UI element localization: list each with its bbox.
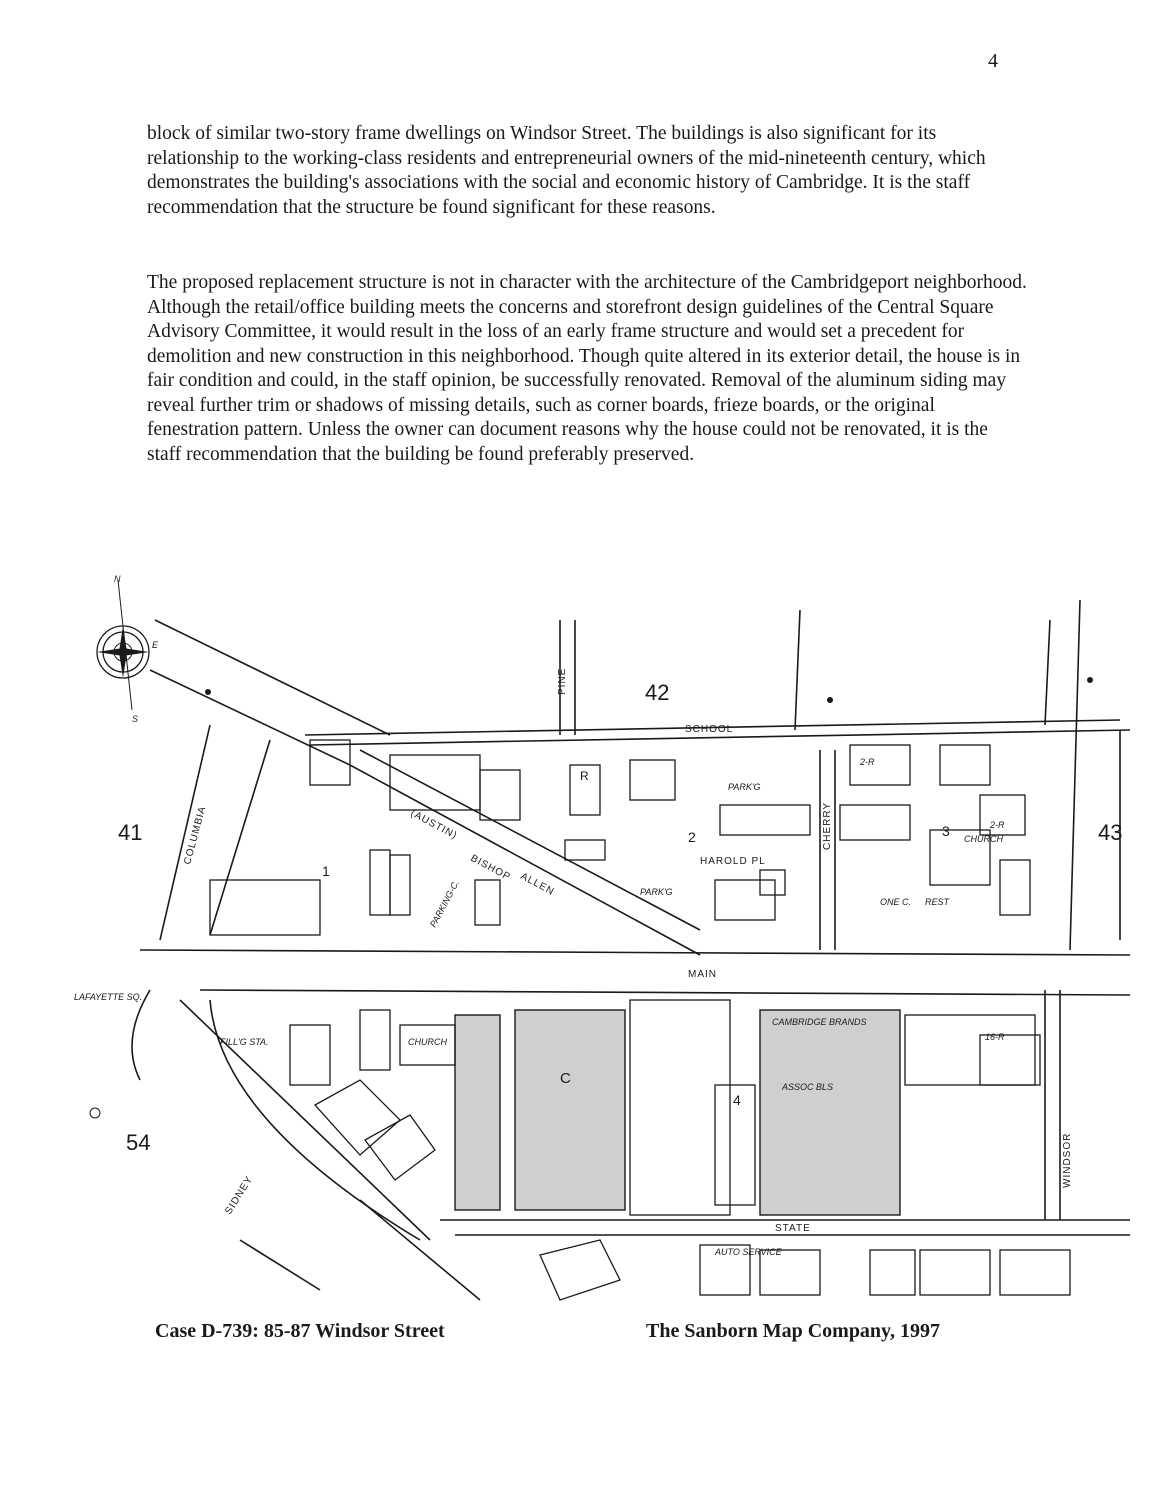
street-columbia: COLUMBIA bbox=[182, 804, 209, 866]
park-g-label: PARK'G bbox=[640, 887, 673, 897]
one-c-label: ONE C. bbox=[880, 897, 912, 907]
caption-case: Case D-739: 85-87 Windsor Street bbox=[155, 1320, 445, 1342]
block-number-2: 2 bbox=[688, 829, 696, 845]
sanborn-map-svg bbox=[60, 560, 1140, 1305]
svg-text:E: E bbox=[152, 640, 159, 650]
auto-service-label: AUTO SERVICE bbox=[715, 1247, 782, 1257]
street-austin: (AUSTIN) bbox=[408, 807, 460, 842]
compass-rose-icon bbox=[97, 574, 159, 724]
page-number: 4 bbox=[988, 50, 998, 72]
c-label: C bbox=[560, 1070, 571, 1087]
street-windsor: WINDSOR bbox=[1062, 1132, 1073, 1188]
paragraph-2: The proposed replacement structure is not in character with the architecture of the Cambridgeport neighborhood. Although the retail/office building meets the concerns and storefront design guidelines of the Central Square Advisory Committee, it would result in the loss of an early frame structure and would set a precedent for demolition and new construction in this neighborhood. Though quite altered in its exterior detail, the house is in fair condition and could, in the staff opinion, be successfully renovated. Removal of the aluminum siding may reveal further trim or shadows of missing details, such as corner boards, frieze boards, or the original fenestration pattern. Unless the owner can document reasons why the house could not be renovated, it is the staff recommendation that the building be found preferably preserved. bbox=[147, 272, 1027, 465]
fill-sta-label: FILL'G STA. bbox=[220, 1037, 269, 1047]
lafayette-sq-label: LAFAYETTE SQ. bbox=[74, 992, 143, 1002]
street-state: STATE bbox=[775, 1223, 811, 1234]
rest-label: REST bbox=[925, 897, 950, 907]
sixteen-r-label: 16-R bbox=[985, 1032, 1005, 1042]
street-school: SCHOOL bbox=[685, 724, 734, 735]
street-main: MAIN bbox=[688, 969, 717, 980]
sanborn-map bbox=[60, 560, 1140, 1305]
r-label: R bbox=[580, 769, 589, 783]
block-number-4: 4 bbox=[733, 1092, 741, 1108]
svg-text:N: N bbox=[114, 574, 121, 584]
caption-source: The Sanborn Map Company, 1997 bbox=[646, 1320, 940, 1342]
block-number-54: 54 bbox=[126, 1130, 151, 1155]
block-number-41: 41 bbox=[118, 820, 143, 845]
street-pine: PINE bbox=[557, 667, 568, 695]
two-r-label: 2-R bbox=[860, 757, 875, 767]
parking-c-label: PARKING-C. bbox=[427, 878, 462, 929]
block-number-42: 42 bbox=[645, 680, 670, 705]
street-allen: ALLEN bbox=[518, 870, 557, 898]
street-sidney: SIDNEY bbox=[223, 1174, 256, 1217]
block-number-1: 1 bbox=[322, 863, 330, 879]
church-label: CHURCH bbox=[408, 1037, 447, 1047]
street-bishop: BISHOP bbox=[468, 852, 513, 884]
street-cherry: CHERRY bbox=[822, 801, 833, 850]
assoc-bls-label: ASSOC BLS bbox=[782, 1082, 834, 1092]
two-r-label-2: 2-R bbox=[990, 820, 1005, 830]
block-number-3: 3 bbox=[942, 823, 950, 839]
church-label-2: CHURCH bbox=[964, 834, 1003, 844]
park-g-label-2: PARK'G bbox=[728, 782, 761, 792]
street-harold-pl: HAROLD PL bbox=[700, 856, 766, 867]
block-number-43: 43 bbox=[1098, 820, 1123, 845]
cambridge-brands-label: CAMBRIDGE BRANDS bbox=[772, 1017, 867, 1027]
svg-text:S: S bbox=[132, 714, 139, 724]
paragraph-1: block of similar two-story frame dwellings on Windsor Street. The buildings is also significant for its relationship to the working-class residents and entrepreneurial owners of the mid-nineteenth century, which demonstrates the building's associations with the social and economic history of Cambridge. It is the staff recommendation that the structure be found significant for these reasons. bbox=[147, 123, 986, 218]
